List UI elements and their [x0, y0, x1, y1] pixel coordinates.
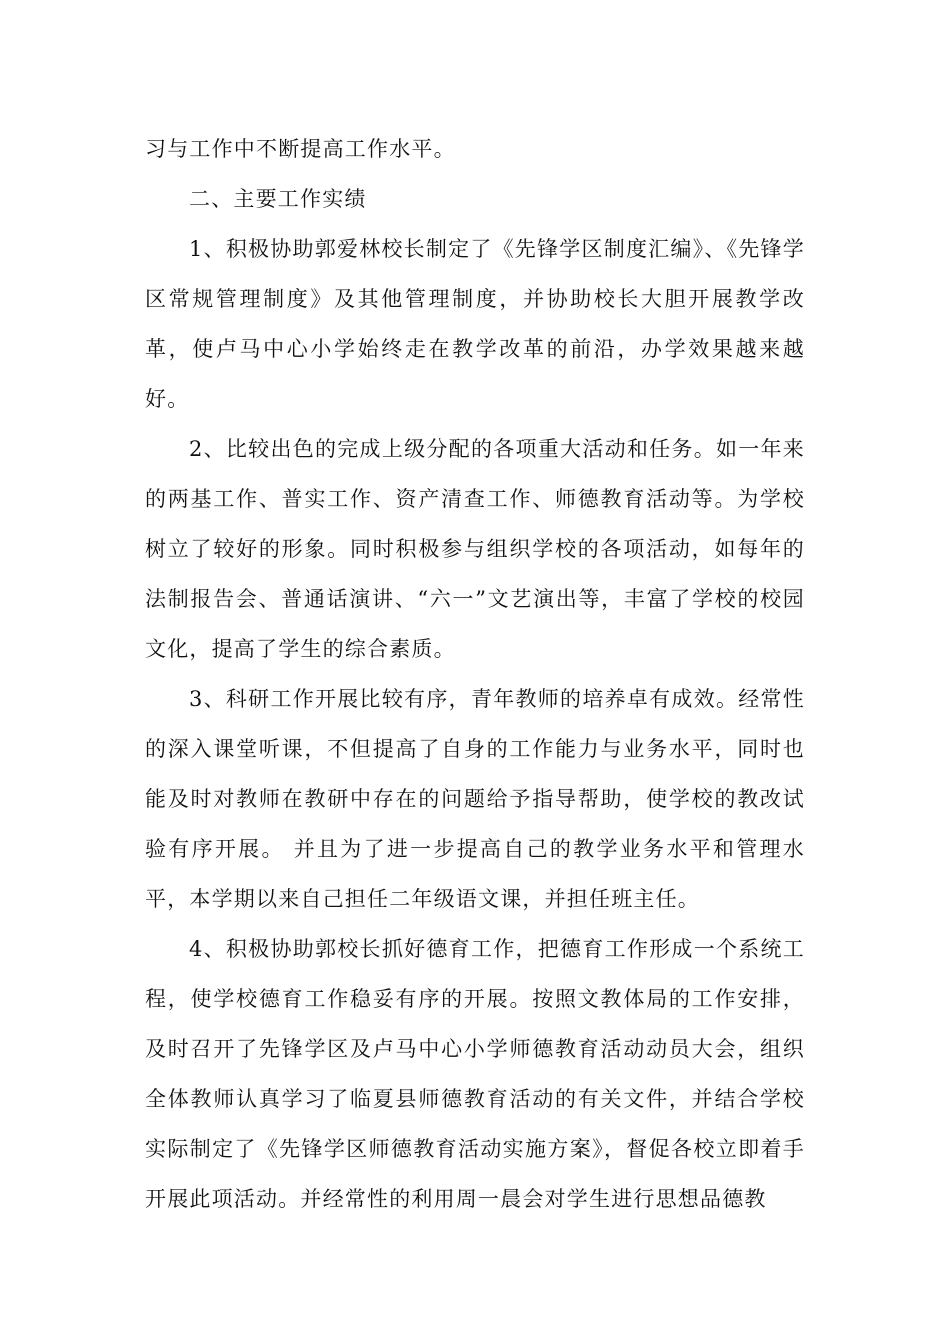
document-body	[145, 124, 805, 1224]
paragraph-4: 4、积极协助郭校长抓好德育工作，把德育工作形成一个系统工程，使学校德育工作稳妥有序的开展。按照文教体局的工作安排，及时召开了先锋学区及卢马中心小学师德教育活动动员大会，组织全体教师认真学习了临夏县师德教育活动的有关文件，并结合学校实际制定了《先锋学区师德教育活动实施方案》，督促各校立即着手开展此项活动。并经常性的利用周一晨会对学生进行思想品德教	[145, 937, 805, 1211]
intro-continuation: 习与工作中不断提高工作水平。	[145, 137, 456, 161]
paragraph-1: 1、积极协助郭爱林校长制定了《先锋学区制度汇编》、《先锋学区常规管理制度》及其他管理制度，并协助校长大胆开展教学改革，使卢马中心小学始终走在教学改革的前沿，办学效果越来越好。	[145, 237, 805, 411]
paragraph-2: 2、比较出色的完成上级分配的各项重大活动和任务。如一年来的两基工作、普实工作、资产清查工作、师德教育活动等。为学校树立了较好的形象。同时积极参与组织学校的各项活动，如每年的法制报告会、普通话演讲、“六一”文艺演出等，丰富了学校的校园文化，提高了学生的综合素质。	[145, 437, 805, 661]
paragraph-3: 3、科研工作开展比较有序，青年教师的培养卓有成效。经常性的深入课堂听课，不但提高了自身的工作能力与业务水平，同时也能及时对教师在教研中存在的问题给予指导帮助，使学校的教改试验有序开展。 并且为了进一步提高自己的教学业务水平和管理水平，本学期以来自己担任二年级语文课，并担任班主任。	[145, 687, 805, 911]
section-heading: 二、主要工作实绩	[189, 187, 367, 211]
